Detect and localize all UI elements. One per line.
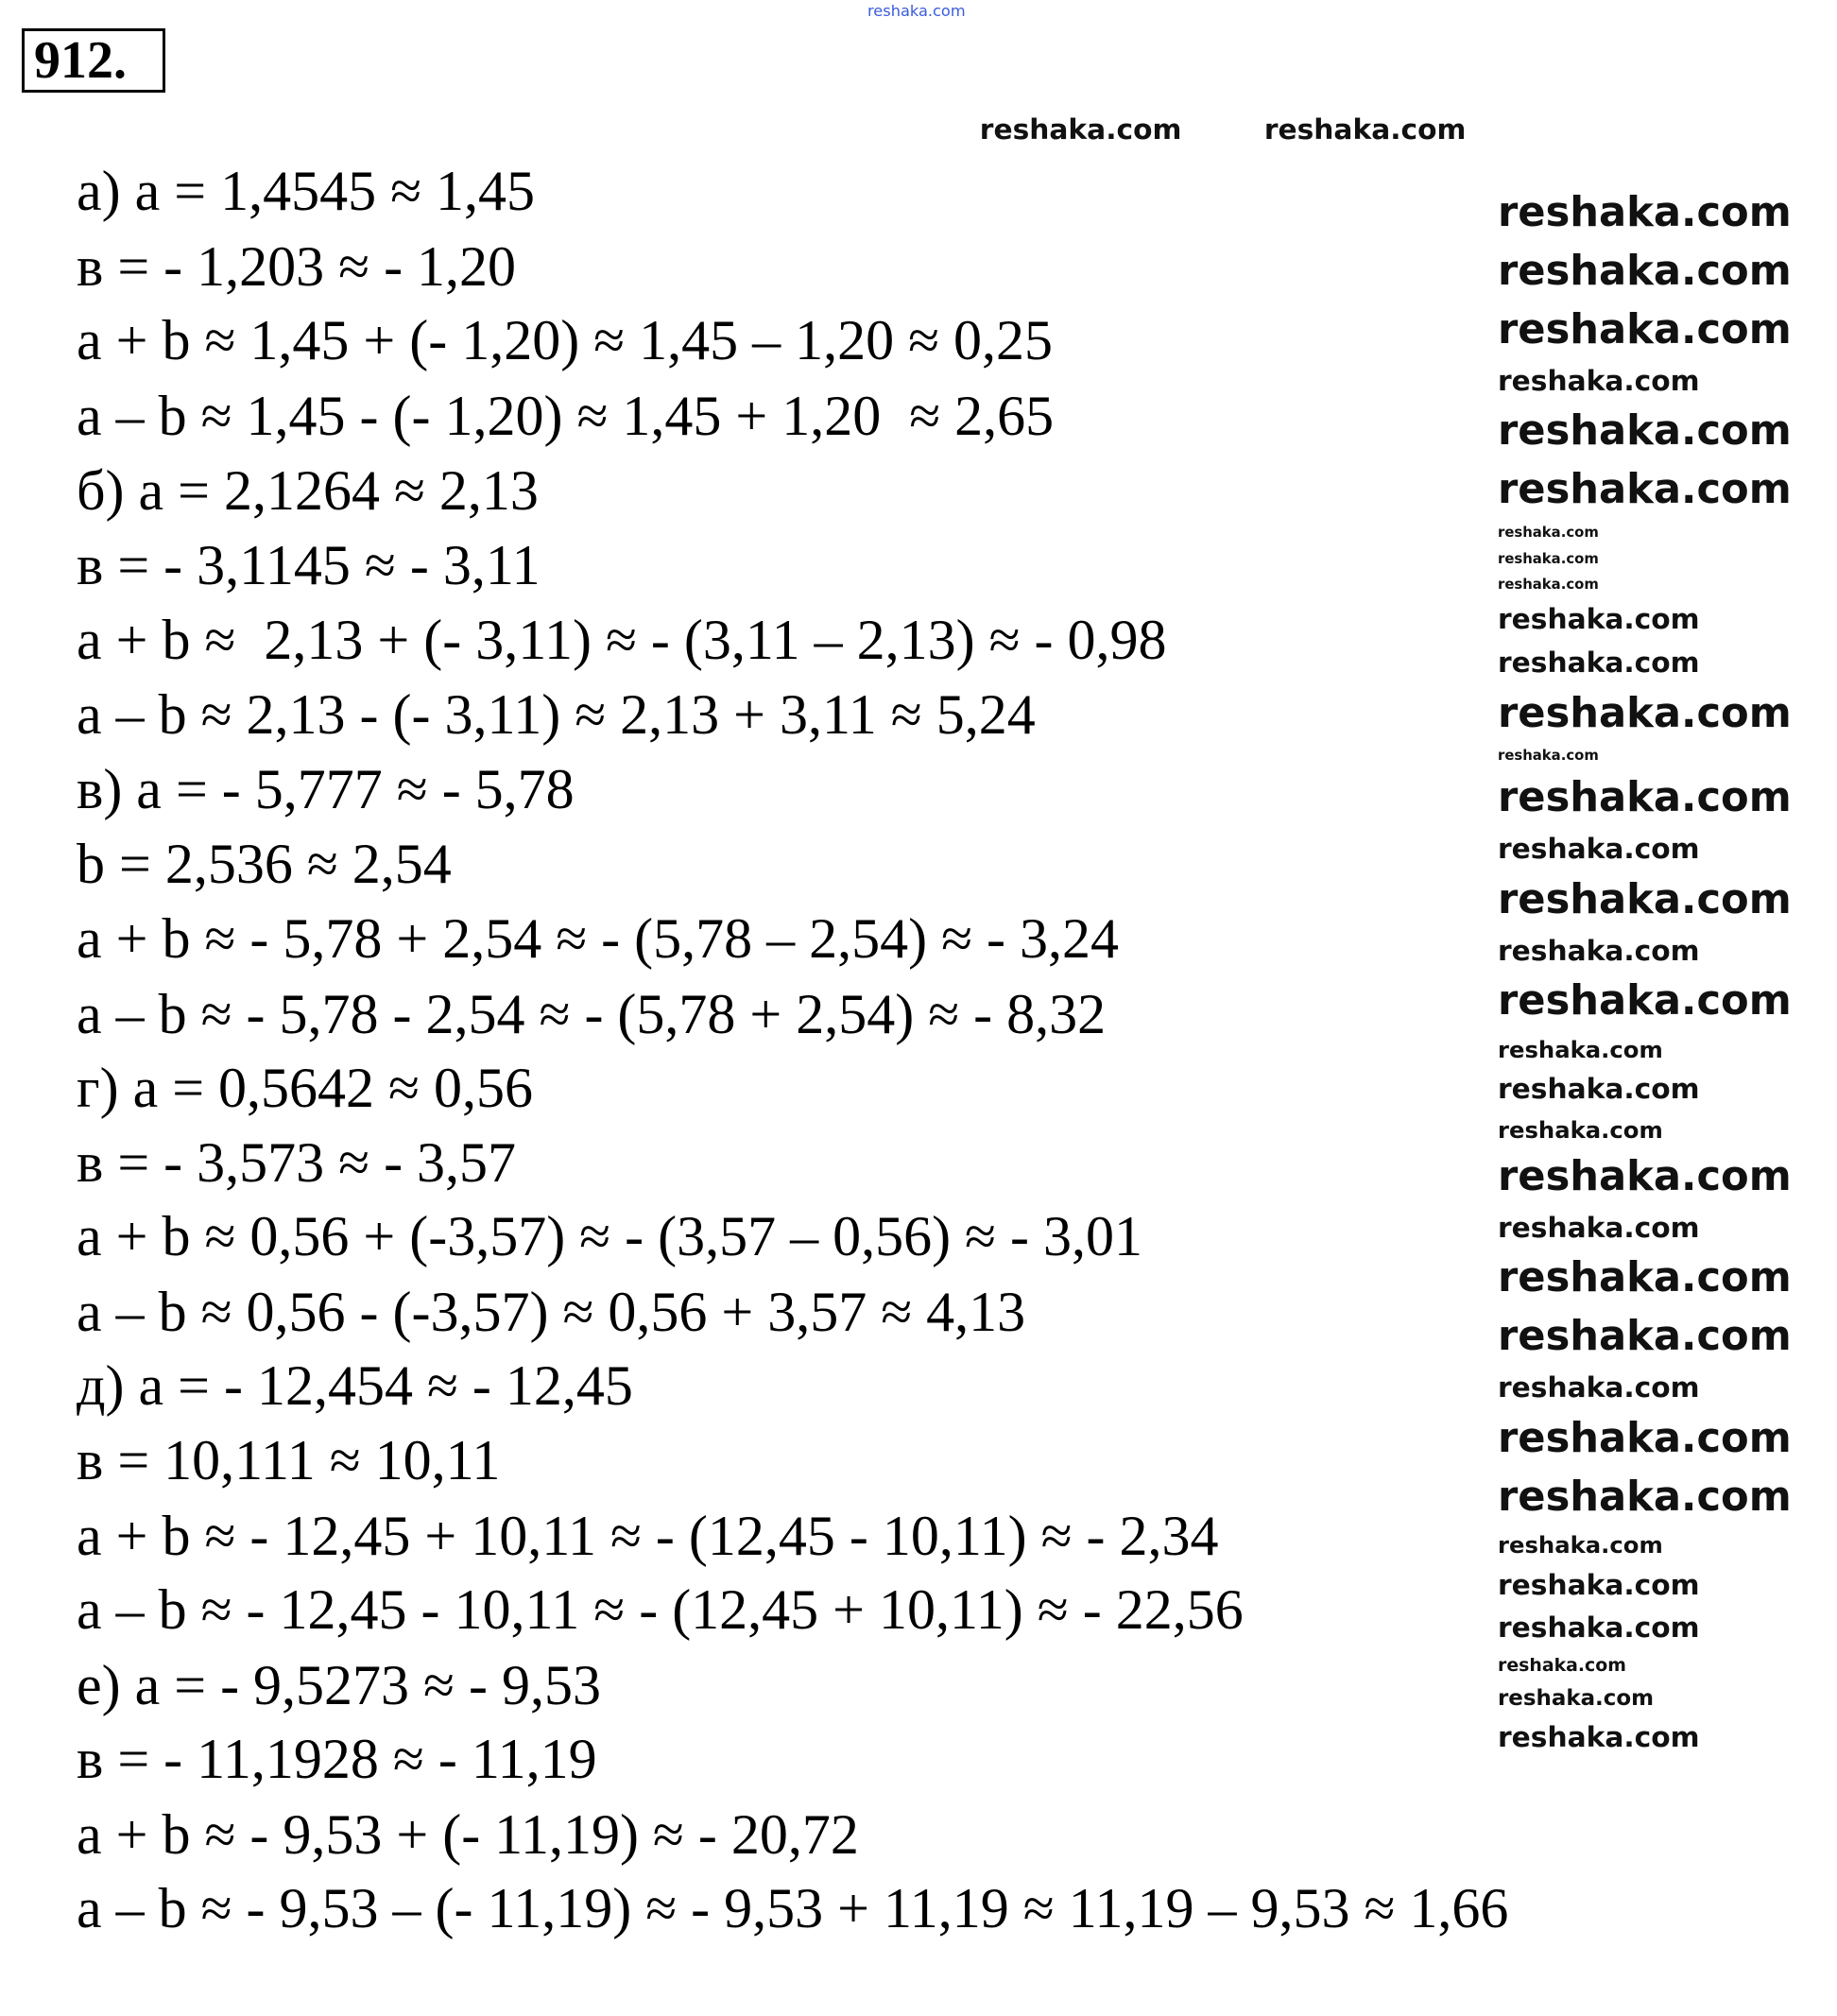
watermark: reshaka.com xyxy=(1498,774,1792,822)
watermark: reshaka.com xyxy=(1498,1414,1792,1462)
watermark: reshaka.com xyxy=(1498,747,1599,765)
watermark: reshaka.com xyxy=(1263,113,1467,146)
solution-line: в) a = - 5,777 ≈ - 5,78 xyxy=(77,758,575,821)
watermark: reshaka.com xyxy=(1498,875,1792,923)
watermark: reshaka.com xyxy=(1498,1721,1700,1755)
watermark: reshaka.com xyxy=(1498,1473,1792,1521)
solution-line: в = 10,111 ≈ 10,11 xyxy=(77,1429,501,1492)
watermark: reshaka.com xyxy=(1498,247,1792,295)
watermark: reshaka.com xyxy=(1498,833,1700,867)
watermark: reshaka.com xyxy=(1498,603,1700,637)
watermark: reshaka.com xyxy=(1498,1568,1700,1602)
watermark: reshaka.com xyxy=(1498,305,1792,353)
solution-line: а) a = 1,4545 ≈ 1,45 xyxy=(77,160,536,223)
problem-number: 912. xyxy=(22,28,165,93)
watermark: reshaka.com xyxy=(1498,549,1599,567)
watermark: reshaka.com xyxy=(1498,1036,1663,1064)
solution-line: a + b ≈ 1,45 + (- 1,20) ≈ 1,45 – 1,20 ≈ 0,25 xyxy=(77,309,1054,372)
watermark: reshaka.com xyxy=(1498,1115,1663,1144)
solution-line: a – b ≈ 1,45 - (- 1,20) ≈ 1,45 + 1,20 ≈ 2,65 xyxy=(77,384,1055,447)
watermark: reshaka.com xyxy=(867,2,966,20)
watermark: reshaka.com xyxy=(1498,1371,1700,1405)
watermark: reshaka.com xyxy=(979,113,1182,146)
watermark: reshaka.com xyxy=(1498,1211,1700,1245)
watermark: reshaka.com xyxy=(1498,1313,1792,1361)
solution-line: a – b ≈ - 12,45 - 10,11 ≈ - (12,45 + 10,11) ≈ - 22,56 xyxy=(77,1578,1244,1642)
solution-line: a – b ≈ - 5,78 - 2,54 ≈ - (5,78 + 2,54) ≈ - 8,32 xyxy=(77,982,1107,1045)
solution-line: в = - 3,573 ≈ - 3,57 xyxy=(77,1130,517,1194)
solution-line: в = - 11,1928 ≈ - 11,19 xyxy=(77,1728,597,1791)
solution-line: a – b ≈ 2,13 - (- 3,11) ≈ 2,13 + 3,11 ≈ 5,24 xyxy=(77,682,1036,746)
solution-line: a + b ≈ 2,13 + (- 3,11) ≈ - (3,11 – 2,13) ≈ - 0,98 xyxy=(77,609,1167,672)
solution-line: a – b ≈ 0,56 - (-3,57) ≈ 0,56 + 3,57 ≈ 4,13 xyxy=(77,1280,1026,1343)
watermark: reshaka.com xyxy=(1498,689,1792,737)
watermark: reshaka.com xyxy=(1498,1611,1700,1646)
solution-line: b = 2,536 ≈ 2,54 xyxy=(77,832,452,895)
solution-line: в = - 1,203 ≈ - 1,20 xyxy=(77,234,517,298)
watermark: reshaka.com xyxy=(1498,977,1792,1025)
watermark: reshaka.com xyxy=(1498,1254,1792,1302)
solution-line: a + b ≈ - 5,78 + 2,54 ≈ - (5,78 – 2,54) ≈ - 3,24 xyxy=(77,907,1119,971)
watermark: reshaka.com xyxy=(1498,646,1700,680)
watermark: reshaka.com xyxy=(1498,407,1792,456)
solution-line: a + b ≈ 0,56 + (-3,57) ≈ - (3,57 – 0,56) ≈ - 3,01 xyxy=(77,1204,1142,1267)
watermark: reshaka.com xyxy=(1498,189,1792,236)
solution-line: б) a = 2,1264 ≈ 2,13 xyxy=(77,459,539,523)
watermark: reshaka.com xyxy=(1498,1073,1700,1107)
solution-line: a + b ≈ - 12,45 + 10,11 ≈ - (12,45 - 10,11) ≈ - 2,34 xyxy=(77,1505,1219,1568)
watermark: reshaka.com xyxy=(1498,1654,1626,1676)
solution-line: a + b ≈ - 9,53 + (- 11,19) ≈ - 20,72 xyxy=(77,1803,859,1866)
watermark: reshaka.com xyxy=(1498,1153,1792,1200)
watermark: reshaka.com xyxy=(1498,466,1792,513)
watermark: reshaka.com xyxy=(1498,576,1599,594)
solution-line: е) a = - 9,5273 ≈ - 9,53 xyxy=(77,1654,601,1717)
solution-line: a – b ≈ - 9,53 – (- 11,19) ≈ - 9,53 + 11,19 ≈ 11,19 – 9,53 ≈ 1,66 xyxy=(77,1877,1509,1940)
watermark: reshaka.com xyxy=(1498,523,1599,541)
watermark: reshaka.com xyxy=(1498,1531,1663,1559)
solution-line: д) a = - 12,454 ≈ - 12,45 xyxy=(77,1353,633,1417)
solution-line: в = - 3,1145 ≈ - 3,11 xyxy=(77,533,541,596)
watermark: reshaka.com xyxy=(1498,934,1700,968)
watermark: reshaka.com xyxy=(1498,1685,1655,1711)
solution-line: г) a = 0,5642 ≈ 0,56 xyxy=(77,1057,533,1120)
watermark: reshaka.com xyxy=(1498,364,1700,398)
